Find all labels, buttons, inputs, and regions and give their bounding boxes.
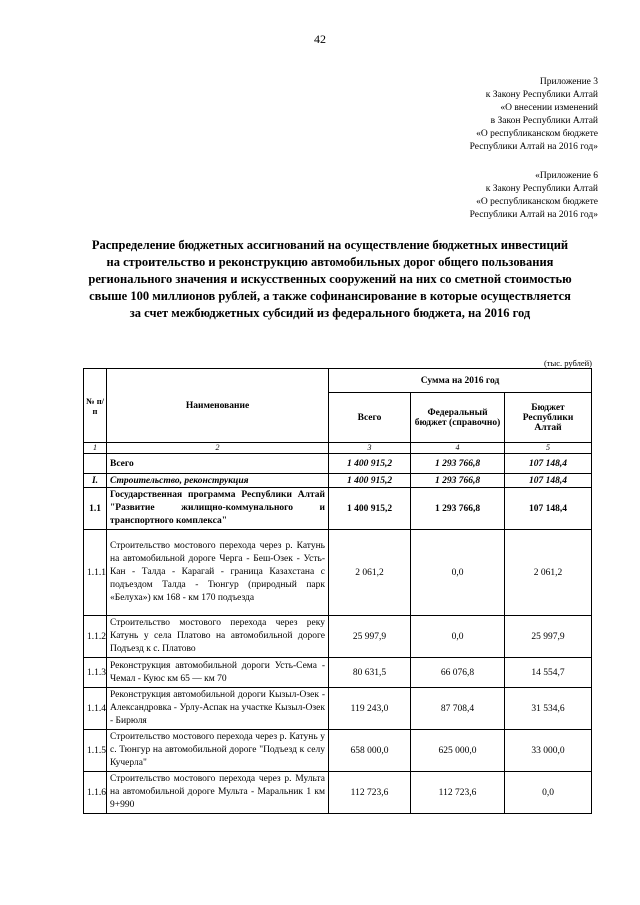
row-regional: 31 534,6 (505, 688, 592, 730)
row-num (84, 454, 107, 474)
table-row (84, 658, 592, 688)
row-regional: 107 148,4 (505, 488, 592, 530)
header-regional: Бюджет Республики Алтай (505, 393, 592, 443)
row-regional: 107 148,4 (505, 454, 592, 474)
appendix-line: к Закону Республики Алтай (485, 90, 598, 100)
table-row (84, 730, 592, 772)
row-regional: 25 997,9 (505, 616, 592, 658)
appendix-line: «Приложение 6 (535, 171, 598, 181)
row-name: Государственная программа Республики Алтай "Развитие жилищно-коммунального и транспортного комплекса" (107, 488, 329, 530)
appendix-line: к Закону Республики Алтай (485, 184, 598, 194)
row-num: 1.1.1 (84, 530, 107, 616)
row-federal: 1 293 766,8 (411, 474, 505, 488)
appendix-line: «О республиканском бюджете (476, 129, 598, 139)
header-num: № п/п (84, 369, 107, 443)
units-label: (тыс. рублей) (543, 358, 592, 368)
page-number: 42 (314, 32, 326, 46)
row-name: Строительство мостового перехода через р. Катунь у с. Тюнгур на автомобильной дороге "Подъезд к селу Кучерла" (107, 730, 329, 772)
col-number: 2 (107, 443, 329, 454)
row-federal: 0,0 (411, 616, 505, 658)
row-num: I. (84, 474, 107, 488)
appendix-line: «О республиканском бюджете (476, 197, 598, 207)
row-total: 2 061,2 (329, 530, 411, 616)
header-total: Всего (329, 393, 411, 443)
row-total: 112 723,6 (329, 772, 411, 814)
appendix-line: Республики Алтай на 2016 год» (469, 210, 598, 220)
table-row (84, 488, 592, 530)
row-name: Строительство мостового перехода через р. Катунь на автомобильной дороге Черга - Беш-Озек - Усть-Кан - Талда - Карагай - граница Казахстана с подъездом Талда - Тюнгур (природный парк «Белуха») км 168 - км 170 подъезда (107, 530, 329, 616)
row-federal: 1 293 766,8 (411, 454, 505, 474)
appendix-original (470, 170, 598, 222)
title-line: Распределение бюджетных ассигнований на осуществление бюджетных инвестиций (91, 238, 569, 252)
appendix-current (470, 76, 598, 154)
row-federal: 1 293 766,8 (411, 488, 505, 530)
table-row (84, 454, 592, 474)
row-total: 1 400 915,2 (329, 488, 411, 530)
title-line: за счет межбюджетных субсидий из федерального бюджета, на 2016 год (129, 306, 531, 320)
title-line: свыше 100 миллионов рублей, а также софинансирование в которые осуществляется (89, 289, 571, 303)
row-name: Реконструкция автомобильной дороги Кызыл-Озек - Александровка - Урлу-Аспак на участке Кызыл-Озек - Бирюля (107, 688, 329, 730)
row-federal: 112 723,6 (411, 772, 505, 814)
row-num: 1.1.5 (84, 730, 107, 772)
appendix-line: в Закон Республики Алтай (490, 116, 598, 126)
row-regional: 2 061,2 (505, 530, 592, 616)
appendix-line: Приложение 3 (539, 77, 598, 87)
budget-table (83, 368, 592, 814)
column-number-row (84, 443, 592, 454)
title-line: на строительство и реконструкцию автомобильных дорог общего пользования (106, 255, 554, 269)
table-row (84, 530, 592, 616)
row-num: 1.1 (84, 488, 107, 530)
col-number: 1 (84, 443, 107, 454)
row-name: Реконструкция автомобильной дороги Усть-Сема - Чемал - Куюс км 65 — км 70 (107, 658, 329, 688)
header-name: Наименование (107, 369, 329, 443)
row-regional: 33 000,0 (505, 730, 592, 772)
appendix-line: Республики Алтай на 2016 год» (469, 142, 598, 152)
col-number: 4 (411, 443, 505, 454)
row-total: 80 631,5 (329, 658, 411, 688)
row-federal: 66 076,8 (411, 658, 505, 688)
title-line: регионального значения и искусственных сооружений на них со сметной стоимостью (88, 272, 572, 286)
row-num: 1.1.4 (84, 688, 107, 730)
row-federal: 87 708,4 (411, 688, 505, 730)
row-regional: 0,0 (505, 772, 592, 814)
row-num: 1.1.6 (84, 772, 107, 814)
row-num: 1.1.3 (84, 658, 107, 688)
table-row (84, 474, 592, 488)
row-num: 1.1.2 (84, 616, 107, 658)
row-total: 1 400 915,2 (329, 454, 411, 474)
row-name: Строительство мостового перехода через р. Мульта на автомобильной дороге Мульта - Маральник 1 км 9+990 (107, 772, 329, 814)
row-total: 25 997,9 (329, 616, 411, 658)
row-federal: 625 000,0 (411, 730, 505, 772)
row-regional: 107 148,4 (505, 474, 592, 488)
document-title (70, 237, 590, 322)
row-federal: 0,0 (411, 530, 505, 616)
row-name: Строительство мостового перехода через реку Катунь у села Платово на автомобильной дороге Подъезд к с. Платово (107, 616, 329, 658)
header-federal: Федеральный бюджет (справочно) (411, 393, 505, 443)
appendix-line: «О внесении изменений (500, 103, 598, 113)
row-total: 1 400 915,2 (329, 474, 411, 488)
row-total: 658 000,0 (329, 730, 411, 772)
col-number: 3 (329, 443, 411, 454)
header-sum-group: Сумма на 2016 год (329, 369, 592, 393)
col-number: 5 (505, 443, 592, 454)
row-total: 119 243,0 (329, 688, 411, 730)
table-row (84, 772, 592, 814)
row-regional: 14 554,7 (505, 658, 592, 688)
row-name: Строительство, реконструкция (107, 474, 329, 488)
table-row (84, 616, 592, 658)
table-row (84, 688, 592, 730)
row-name: Всего (107, 454, 329, 474)
